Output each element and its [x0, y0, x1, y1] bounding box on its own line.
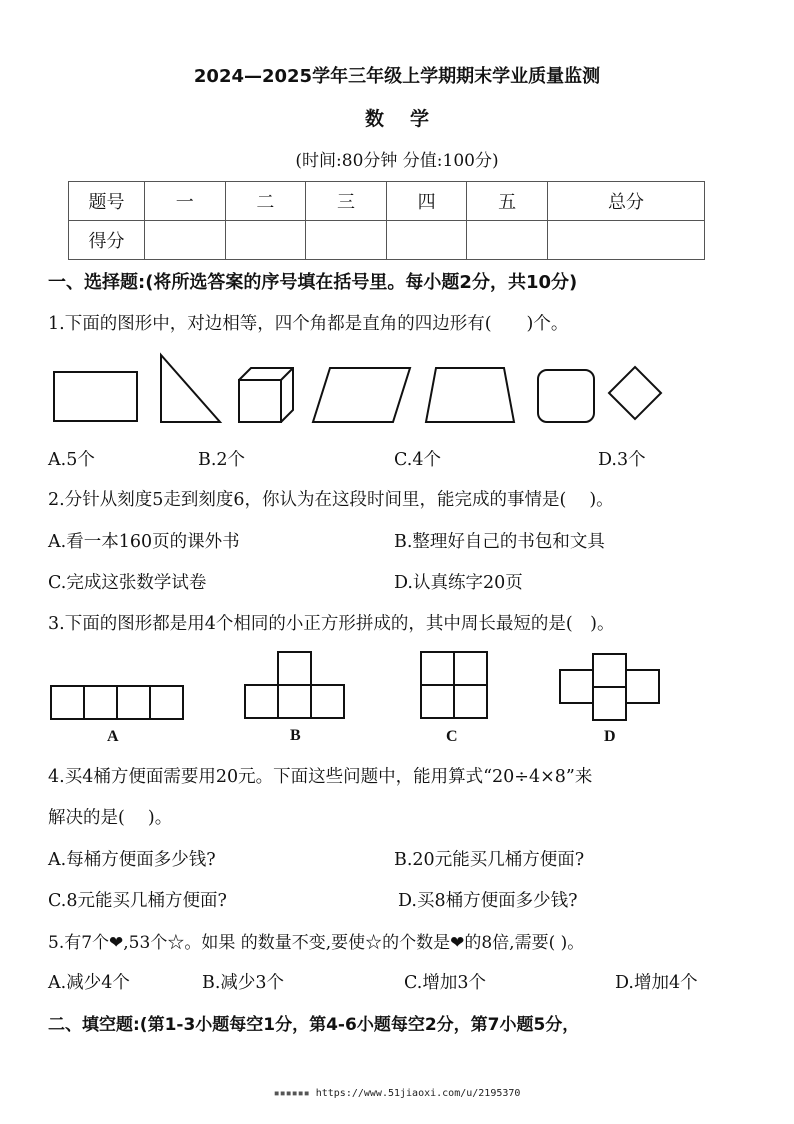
- shape-b-t-tetromino: [245, 652, 344, 718]
- q1-text: 1.下面的图形中，对边相等，四个角都是直角的四边形有( )个。: [48, 314, 569, 334]
- q4-option-a[interactable]: A.每桶方便面多少钱?: [48, 850, 216, 870]
- q5-option-d[interactable]: D.增加4个: [615, 973, 698, 993]
- score-input-cell[interactable]: [225, 221, 306, 260]
- shape-diamond: [609, 367, 661, 419]
- score-cell: 总分: [547, 182, 704, 221]
- shape-a-four-in-row: [51, 686, 183, 719]
- q4-option-d[interactable]: D.买8桶方便面多少钱?: [398, 891, 578, 911]
- q1-option-b[interactable]: B.2个: [198, 450, 246, 470]
- q2-option-a[interactable]: A.看一本160页的课外书: [48, 532, 240, 552]
- shape-c-square: [421, 652, 487, 718]
- q3-label-d: D: [604, 728, 616, 745]
- shape-rounded-square: [538, 370, 594, 422]
- exam-info: (时间:80分钟 分值:100分): [295, 151, 499, 171]
- q4-text-line2: 解决的是( )。: [48, 808, 173, 828]
- score-cell: 三: [306, 182, 387, 221]
- score-cell: 五: [467, 182, 548, 221]
- score-input-cell[interactable]: [386, 221, 467, 260]
- q4-option-c[interactable]: C.8元能买几桶方便面?: [48, 891, 227, 911]
- score-table-header-row: [69, 182, 705, 221]
- subject-title: 数学: [364, 108, 455, 130]
- q4-option-b[interactable]: B.20元能买几桶方便面?: [394, 850, 585, 870]
- q5-option-a[interactable]: A.减少4个: [48, 973, 130, 993]
- section1-heading: 一、选择题:(将所选答案的序号填在括号里。每小题2分，共10分): [48, 272, 578, 293]
- q5-text: 5.有7个❤,53个☆。如果 的数量不变,要使☆的个数是❤的8倍,需要( )。: [48, 933, 585, 953]
- q5-option-c[interactable]: C.增加3个: [404, 973, 486, 993]
- q2-option-c[interactable]: C.完成这张数学试卷: [48, 573, 207, 593]
- score-cell: 得分: [69, 221, 145, 260]
- shape-parallelogram: [313, 368, 410, 422]
- shape-d-cross: [560, 654, 659, 720]
- q1-option-a[interactable]: A.5个: [48, 450, 95, 470]
- q3-label-c: C: [446, 728, 458, 745]
- q3-shapes: [48, 650, 668, 730]
- score-cell: 题号: [69, 182, 145, 221]
- score-input-cell[interactable]: [547, 221, 704, 260]
- score-input-cell[interactable]: [467, 221, 548, 260]
- q4-text-line1: 4.买4桶方便面需要用20元。下面这些问题中，能用算式“20÷4×8”来: [48, 767, 593, 787]
- q2-option-d[interactable]: D.认真练字20页: [394, 573, 523, 593]
- footer-url-text[interactable]: https://www.51jiaoxi.com/u/2195370: [315, 1088, 521, 1099]
- footer-url[interactable]: [0, 1088, 794, 1099]
- score-input-cell[interactable]: [306, 221, 387, 260]
- q2-option-b[interactable]: B.整理好自己的书包和文具: [394, 532, 605, 552]
- footer-decoration-icon: ▪▪▪▪▪▪: [273, 1088, 316, 1099]
- q1-option-d[interactable]: D.3个: [598, 450, 646, 470]
- shape-right-triangle: [161, 355, 220, 422]
- exam-title: 2024—2025学年三年级上学期期末学业质量监测: [193, 66, 601, 87]
- q3-label-a: A: [107, 728, 119, 745]
- section2-heading: 二、填空题:(第1-3小题每空1分，第4-6小题每空2分，第7小题5分，: [48, 1015, 580, 1035]
- shape-rectangle: [54, 372, 137, 421]
- q3-text: 3.下面的图形都是用4个相同的小正方形拼成的，其中周长最短的是( )。: [48, 614, 615, 634]
- q3-label-b: B: [290, 727, 301, 744]
- score-cell: 二: [225, 182, 306, 221]
- score-table-score-row: [69, 221, 705, 260]
- q2-text: 2.分针从刻度5走到刻度6，你认为在这段时间里，能完成的事情是( )。: [48, 490, 614, 510]
- q1-shapes: [48, 350, 668, 430]
- shape-trapezoid: [426, 368, 514, 422]
- q1-option-c[interactable]: C.4个: [394, 450, 441, 470]
- score-cell: 一: [145, 182, 226, 221]
- score-input-cell[interactable]: [145, 221, 226, 260]
- q5-option-b[interactable]: B.减少3个: [202, 973, 285, 993]
- shape-cube: [239, 368, 293, 422]
- score-cell: 四: [386, 182, 467, 221]
- score-table: [68, 181, 705, 260]
